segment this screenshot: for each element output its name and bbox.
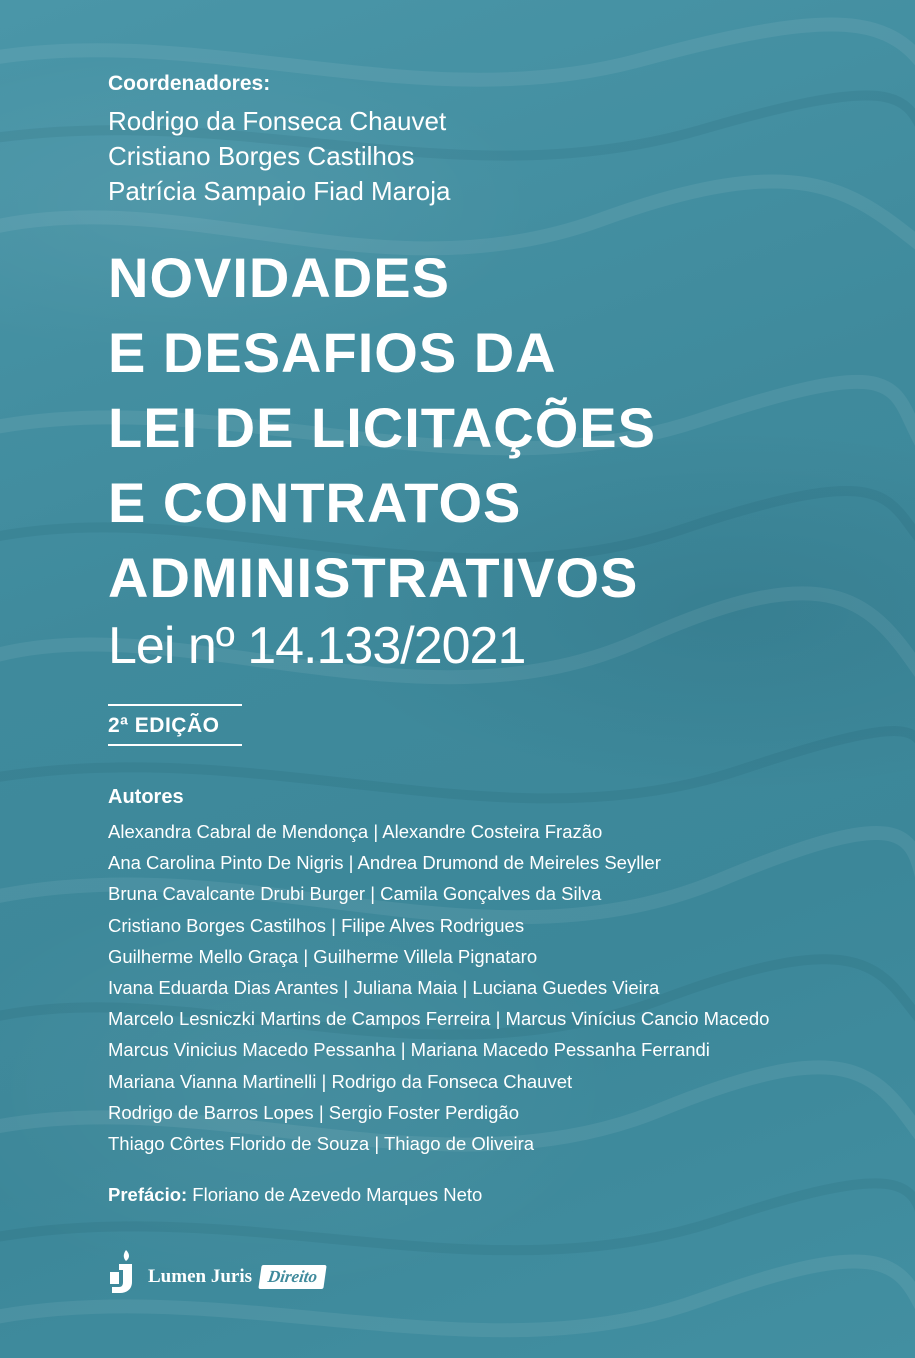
coordinator-name: Patrícia Sampaio Fiad Maroja — [108, 176, 451, 206]
book-subtitle: Lei nº 14.133/2021 — [108, 617, 526, 675]
coordinator-name: Rodrigo da Fonseca Chauvet — [108, 106, 447, 136]
author-line: Mariana Vianna Martinelli | Rodrigo da Fonseca Chauvet — [108, 1070, 573, 1092]
title-line: ADMINISTRATIVOS — [108, 546, 639, 609]
publisher-badge: Direito — [258, 1265, 326, 1289]
author-line: Bruna Cavalcante Drubi Burger | Camila Gonçalves da Silva — [108, 883, 602, 905]
title-line: E CONTRATOS — [108, 471, 522, 534]
author-line: Marcelo Lesniczki Martins de Campos Ferreira | Marcus Vinícius Cancio Macedo — [108, 1008, 770, 1030]
title-line: LEI DE LICITAÇÕES — [108, 396, 656, 459]
title-line: NOVIDADES — [108, 246, 450, 309]
author-line: Thiago Côrtes Florido de Souza | Thiago de Oliveira — [108, 1133, 535, 1155]
preface — [108, 1184, 482, 1206]
author-line: Guilherme Mello Graça | Guilherme Villela Pignataro — [108, 945, 538, 967]
book-title — [108, 240, 656, 615]
author-line: Marcus Vinicius Macedo Pessanha | Mariana Macedo Pessanha Ferrandi — [108, 1039, 710, 1061]
author-line: Rodrigo de Barros Lopes | Sergio Foster Perdigão — [108, 1101, 520, 1123]
author-line: Ivana Eduarda Dias Arantes | Juliana Maia | Luciana Guedes Vieira — [108, 977, 660, 999]
coordinator-name: Cristiano Borges Castilhos — [108, 141, 415, 171]
lumen-juris-logo-icon — [108, 1248, 142, 1294]
preface-label: Prefácio: — [108, 1184, 188, 1205]
coordinators-label: Coordenadores: — [108, 72, 271, 95]
coordinators-list — [108, 104, 450, 209]
authors-label: Autores — [108, 786, 184, 808]
preface-author: Floriano de Azevedo Marques Neto — [187, 1184, 483, 1205]
publisher-name: Lumen Juris — [148, 1266, 252, 1287]
author-line: Alexandra Cabral de Mendonça | Alexandre Costeira Frazão — [108, 821, 603, 842]
edition-label: 2ª EDIÇÃO — [108, 704, 242, 746]
publisher-logo — [108, 1246, 325, 1294]
authors-list — [108, 816, 769, 1159]
author-line: Ana Carolina Pinto De Nigris | Andrea Drumond de Meireles Seyller — [108, 852, 661, 874]
title-line: E DESAFIOS DA — [108, 321, 557, 384]
author-line: Cristiano Borges Castilhos | Filipe Alves Rodrigues — [108, 914, 525, 936]
